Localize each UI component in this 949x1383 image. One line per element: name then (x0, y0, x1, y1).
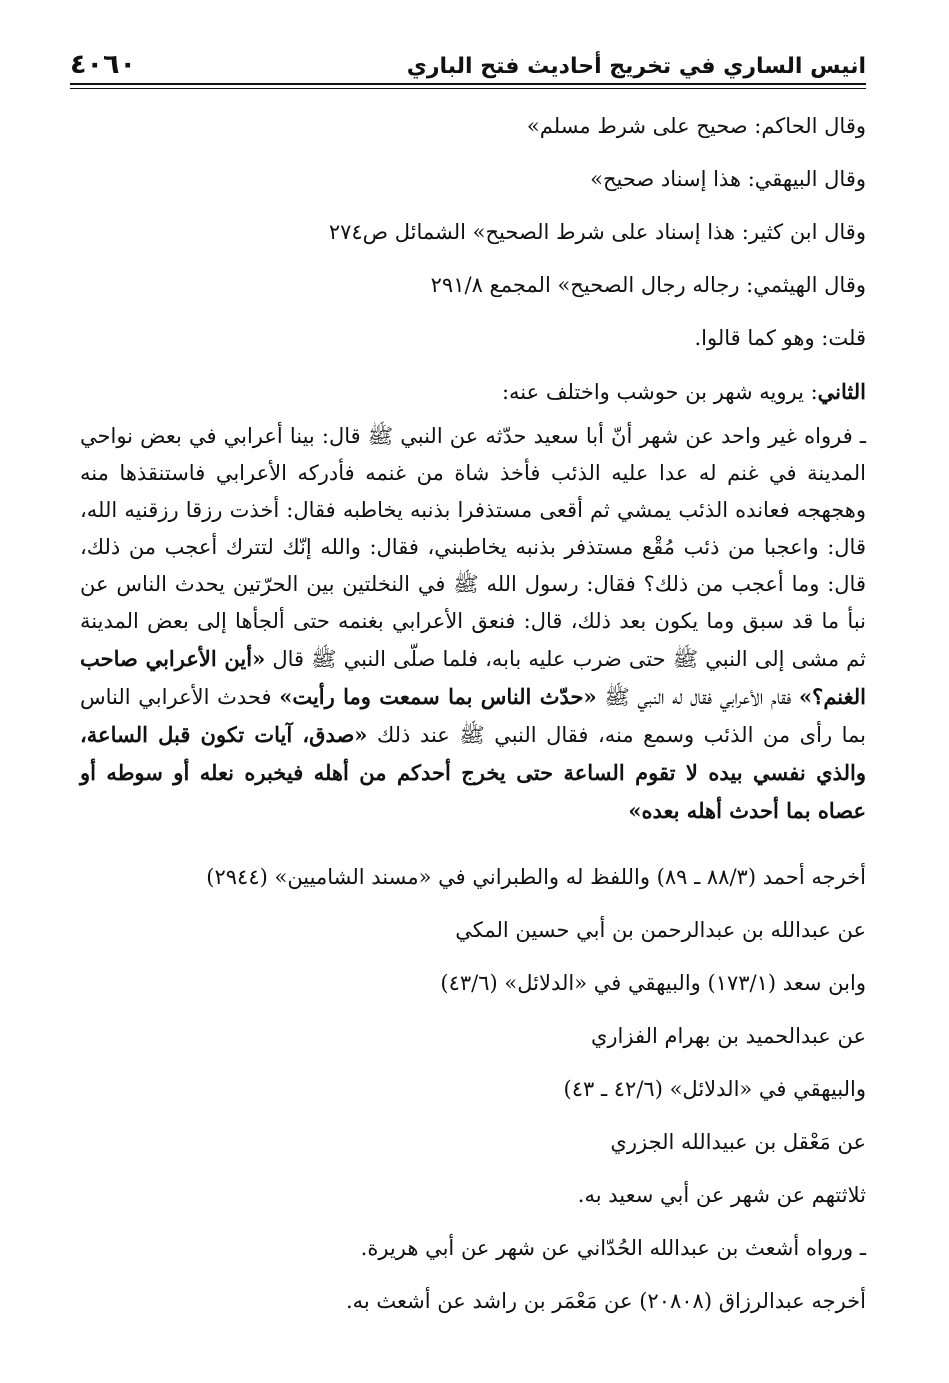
story-part-3: فحدث الأعرابي الناس بما رأى من الذئب وسمع منه، فقال النبي ﷺ عند ذلك (80, 685, 866, 747)
text-line: وابن سعد (١٧٣/١) والبيهقي في «الدلائل» (٤٣/٦) (440, 971, 866, 995)
text-line: عن عبدالله بن عبدالرحمن بن أبي حسين المكي (455, 918, 866, 942)
story-quote-2: «حدّث الناس بما سمعت وما رأيت» (279, 684, 597, 709)
text-line: ثلاثتهم عن شهر عن أبي سعيد به. (577, 1183, 866, 1207)
page-body (80, 100, 866, 1328)
page-number: ٤٠٦٠ (70, 49, 136, 80)
header-rule-thin (70, 88, 866, 89)
text-line: وقال الهيثمي: رجاله رجال الصحيح» المجمع ٢٩١/٨ (430, 273, 866, 297)
text-line: والبيهقي في «الدلائل» (٤٢/٦ ـ ٤٣) (563, 1077, 866, 1101)
text-line: أخرجه عبدالرزاق (٢٠٨٠٨) عن مَعْمَر بن راشد عن أشعث به. (345, 1289, 866, 1313)
hadith-paragraph (80, 418, 866, 830)
text-line: قلت: وهو كما قالوا. (694, 326, 866, 350)
running-title: انيس الساري في تخريج أحاديث فتح الباري (406, 54, 866, 79)
text-line: عن عبدالحميد بن بهرام الفزاري (590, 1024, 866, 1048)
takhrij-section (80, 851, 866, 1328)
story-quote-1: «أين الأعرابي صاحب الغنم؟» (80, 646, 866, 709)
second-label: الثاني (817, 379, 866, 404)
second-text: : يرويه شهر بن حوشب واختلف عنه: (501, 380, 818, 404)
text-line: وقال الحاكم: صحيح على شرط مسلم» (526, 114, 866, 138)
second-narration-heading (80, 365, 866, 418)
header-rule (70, 83, 866, 85)
story-part-2: فقام الأعرابي فقال له النبي ﷺ (596, 685, 800, 709)
page-header (70, 32, 866, 78)
text-line: وقال ابن كثير: هذا إسناد على شرط الصحيح» الشمائل ص٢٧٤ (328, 220, 866, 244)
story-part-1: ـ فرواه غير واحد عن شهر أنّ أبا سعيد حدّثه عن النبي ﷺ قال: بينا أعرابي في بعض نواحي المدينة في غنم له عدا عليه الذئب فأخذ شاة من غنمه فأدركه الأعرابي فاستنقذها منه وهجهجه فعانده الذئب يمشي ثم أقعى مستذفرا بذنبه يخاطبه فقال: أخذت رزقا رزقنيه الله، قال: واعجبا من ذئب مُقْع مستذفر بذنبه يخاطبني، فقال: والله إنّك لتترك أعجب من ذلك، قال: وما أعجب من ذلك؟ فقال: رسول الله ﷺ في النخلتين بين الحرّتين يحدث الناس عن نبأ ما قد سبق وما يكون بعد ذلك، قال: فنعق الأعرابي بغنمه حتى ألجأها إلى بعض المدينة ثم مشى إلى النبي ﷺ حتى ضرب عليه بابه، فلما صلّى النبي ﷺ قال (80, 424, 866, 671)
text-line: وقال البيهقي: هذا إسناد صحيح» (590, 167, 866, 191)
story-quote-3: «صدق، آيات تكون قبل الساعة، والذي نفسي بيده لا تقوم الساعة حتى يخرج أحدكم من أهله فيخبره نعله أو سوطه أو عصاه بما أحدث أهله بعده» (80, 722, 866, 823)
text-line: عن مَعْقل بن عبيدالله الجزري (610, 1130, 866, 1154)
text-line: أخرجه أحمد (٨٨/٣ ـ ٨٩) واللفظ له والطبراني في «مسند الشاميين» (٢٩٤٤) (206, 865, 866, 889)
text-line: ـ ورواه أشعث بن عبدالله الحُدّاني عن شهر عن أبي هريرة. (360, 1236, 866, 1260)
